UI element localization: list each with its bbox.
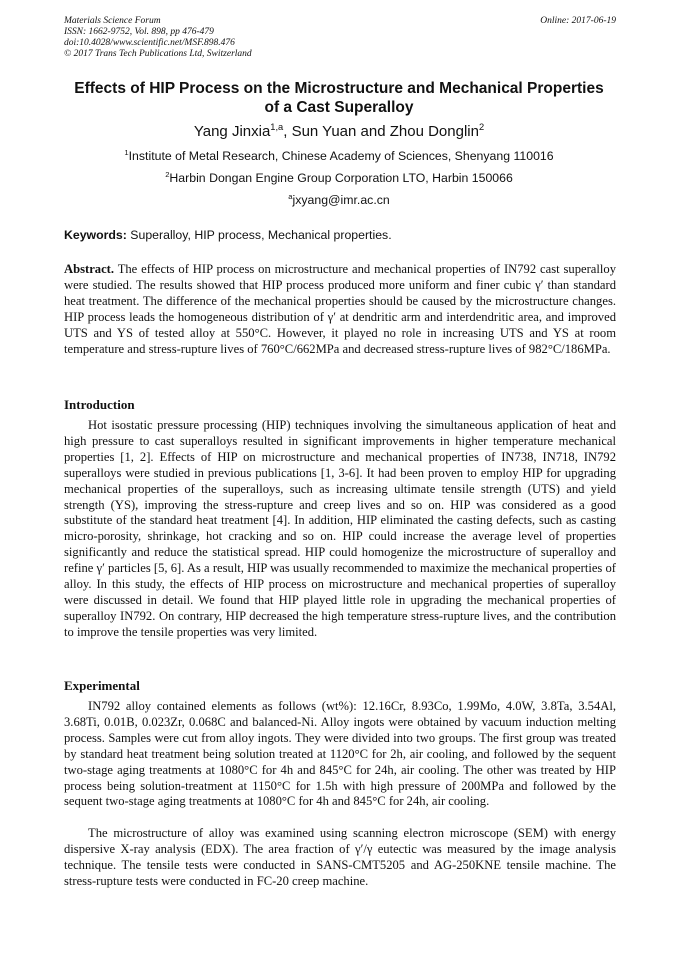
affiliation-1 [40, 149, 638, 164]
journal-name: Materials Science Forum [64, 16, 161, 26]
experimental-paragraph-1: IN792 alloy contained elements as follows (wt%): 12.16Cr, 8.93Co, 1.99Mo, 4.0W, 3.8Ta, 3.54Al, 3.68Ti, 0.01B, 0.023Zr, 0.068C and balanced-Ni. Alloy ingots were obtained by vacuum induction melting process. Samples were cut from alloy ingots. They were divided into two groups. The first group was treated by standard heat treatment being solution treated at 1120°C for 2h, air cooling, and followed by the sequent two-stage aging treatments at 1080°C for 4h and 845°C for 24h, air cooling. The other was treated by HIP process being solution-treatment at 1150°C for 1.5h with high pressure of 200MPa and followed by the sequent two-stage aging treatments at 1080°C for 4h and 845°C for 24h, air cooling. [64, 699, 616, 809]
title-line-1: Effects of HIP Process on the Microstructure and Mechanical Properties [74, 80, 604, 97]
affiliation-2 [40, 171, 638, 186]
author-email [40, 193, 638, 208]
author-others: , Sun Yuan and Zhou Donglin [283, 123, 479, 140]
author-1: Yang Jinxia [193, 123, 271, 140]
introduction-paragraph: Hot isostatic pressure processing (HIP) techniques involving the simultaneous application of heat and high pressure to cast superalloys resulted in significant improvements in higher temperature mechanical properties [1, 2]. Effects of HIP on microstructure and mechanical properties of IN738, IN718, IN792 superalloys were studied in previous publications [1, 3-6]. It had been proven to employ HIP for upgrading mechanical properties of the superalloys, such as increasing ultimate tensile strength (UTS) and yield strength (YS), improving the stress-rupture and creep lives and so on. HIP was considered as a good substitute of the standard heat treatment [4]. In addition, HIP eliminated the casting defects, such as casting micro-porosity, shrinkage, hot cracking and so on. HIP could increase the average level of properties significantly and reduce the statistical spread. HIP could homogenize the microstructure of superalloy and refine γ′ particles [5, 6]. As a result, HIP was usually recommended to maximize the mechanical properties of alloy. In this study, the effects of HIP process on microstructure and mechanical properties of superalloy were discussed in detail. We found that HIP played little role in upgrading the mechanical properties of superalloy IN792. On contrary, HIP decreased the high temperature stress-rupture lives, and the contribution to improve the tensile properties was very limited. [64, 418, 616, 639]
title-line-2: of a Cast Superalloy [264, 99, 414, 116]
aff1-sup: 1 [124, 147, 129, 157]
keywords-text: Superalloy, HIP process, Mechanical properties. [126, 228, 392, 242]
aff2-sup: 2 [165, 169, 170, 179]
doi-line: doi:10.4028/www.scientific.net/MSF.898.476 [64, 38, 235, 48]
abstract-label: Abstract. [64, 262, 115, 276]
journal-header [64, 16, 364, 60]
email-sup: a [288, 191, 293, 201]
aff2-text: Harbin Dongan Engine Group Corporation LTO, Harbin 150066 [169, 171, 513, 185]
online-date: Online: 2017-06-19 [540, 16, 616, 26]
abstract-text: The effects of HIP process on microstructure and mechanical properties of IN792 cast superalloy were studied. The results showed that HIP process produced more uniform and finer cubic γ′ than standard heat treatment. The difference of the mechanical properties should be caused by the microstructure changes. HIP process leads the homogeneous distribution of γ′ at dendritic arm and interdendritic area, and improved UTS and YS of tested alloy at 550°C. However, it played no role in increasing UTS and YS at room temperature and stress-rupture lives of 760°C/662MPa and decreased stress-rupture lives of 982°C/186MPa. [64, 262, 616, 356]
issn-line: ISSN: 1662-9752, Vol. 898, pp 476-479 [64, 27, 214, 37]
abstract [64, 262, 616, 357]
keywords-label: Keywords: [64, 228, 127, 242]
author-list [40, 123, 638, 141]
paper-title [40, 79, 638, 117]
experimental-paragraph-2: The microstructure of alloy was examined using scanning electron microscope (SEM) with energy dispersive X-ray analysis (EDX). The area fraction of γ′/γ eutectic was measured by the image analysis technique. The tensile tests were conducted in SANS-CMT5205 and AG-250KNE tensile machine. The stress-rupture tests were conducted in FC-20 creep machine. [64, 826, 616, 888]
author-1-sup: 1,a [270, 122, 284, 132]
experimental-heading: Experimental [64, 678, 140, 693]
introduction-heading: Introduction [64, 397, 135, 412]
copyright-line: © 2017 Trans Tech Publications Ltd, Switzerland [64, 49, 252, 59]
keywords [64, 228, 616, 243]
author-3-sup: 2 [478, 122, 485, 132]
aff1-text: Institute of Metal Research, Chinese Academy of Sciences, Shenyang 110016 [128, 149, 554, 163]
email-text: jxyang@imr.ac.cn [292, 193, 390, 207]
